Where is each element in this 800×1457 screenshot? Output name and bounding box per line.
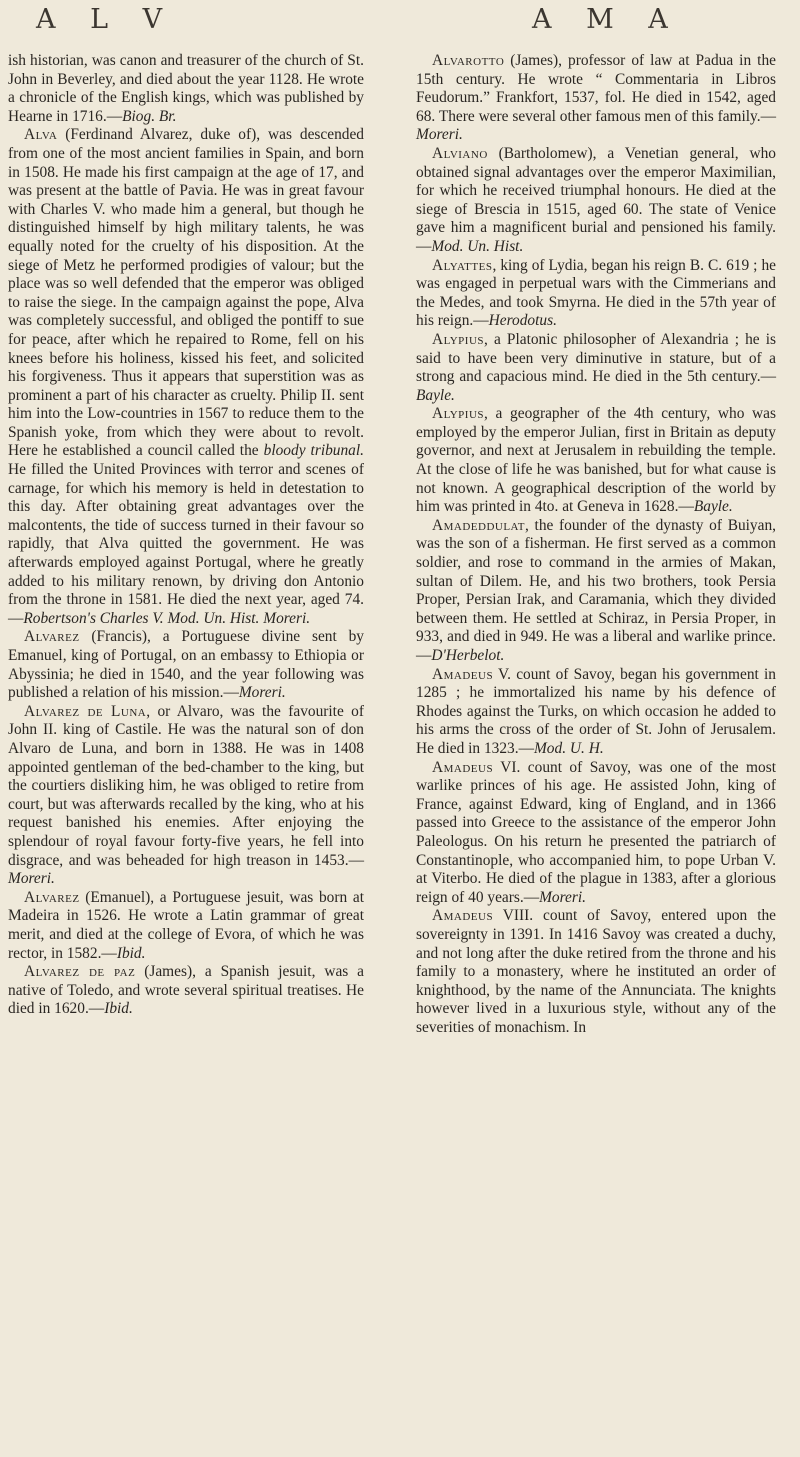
entry-reference: Robertson's Charles V. Mod. Un. Hist. Moreri. xyxy=(23,609,311,627)
entry-text: , king of Lydia, began his reign B. C. 619 ; he was engaged in perpetual wars with the Cimmerians and the Medes, and took Smyrna. He died in the 57th year of his reign.— xyxy=(416,256,776,330)
entry-reference: Herodotus. xyxy=(488,312,557,330)
entry xyxy=(416,907,776,1037)
entry-headword: Alvarotto xyxy=(432,52,505,69)
entry xyxy=(416,666,776,759)
entry xyxy=(416,52,776,145)
entry-text: (James), a Spanish jesuit, was a native of Toledo, and wrote several spiritual treatises. He died in 1620.— xyxy=(8,963,365,1018)
entry-italic-phrase: bloody tribunal. xyxy=(263,442,364,460)
entry-headword: Amadeus xyxy=(432,758,494,776)
entry-headword: Alypius xyxy=(432,405,485,423)
entry xyxy=(8,628,364,702)
entry-headword: Alva xyxy=(24,126,58,144)
entry-text: (Emanuel), a Portuguese jesuit, was born at Madeira in 1526. He wrote a Latin grammar of great merit, and died at the college of Evora, of which he was rector, in 1582.— xyxy=(8,888,364,962)
right-column xyxy=(416,52,776,1037)
entry xyxy=(8,52,364,126)
entry-text: , the founder of the dynasty of Buiyan, was the son of a fisherman. He first served as a common soldier, and rose to command in the armies of Makan, sultan of Dilem. He, and his two brothers, took Persia Proper, Persian Irak, and Caramania, which they divided between them. He settled at Schiraz, in Persia Proper, in 933, and died in 949. He was a liberal and warlike prince.— xyxy=(416,516,776,664)
entry xyxy=(416,331,776,405)
entry-reference: Bayle. xyxy=(416,386,455,404)
entry-reference: Moreri. xyxy=(238,684,286,702)
entry-text: (Francis), a Portuguese divine sent by Emanuel, king of Portugal, on an embassy to Ethiopia or Abyssinia; he died in 1540, and the year following was published a relation of his mission.— xyxy=(8,628,364,702)
left-column xyxy=(8,52,364,1019)
entry-headword: Amadeus xyxy=(432,907,494,925)
entry-text: (James), professor of law at Padua in the 15th century. He wrote “ Commentaria in Libros Feudorum.” Frankfort, 1537, fol. He died in 1542, aged 68. There were several other famous men of this family.— xyxy=(416,52,776,125)
entry xyxy=(416,517,776,666)
entry-text: (Ferdinand Alvarez, duke of), was descended from one of the most ancient families in Spain, and born in 1508. He made his first campaign at the age of 17, and was present at the battle of Pavia. He was in great favour with Charles V. who made him a general, but though he distinguished himself by high military talents, he was equally noted for the cruelty of his disposition. At the siege of Metz he performed prodigies of valour; but the place was so well defended that the emperor was obliged to raise the siege. In the campaign against the pope, Alva was completely successful, and obliged the pontiff to sue for peace, after which he repaired to Rome, fell on his knees before his holiness, kissed his feet, and solicited his forgiveness. Thus it appears that superstition was as prominent a part of his character as cruelty. Philip II. sent him into the Low-countries in 1567 to reduce them to the Spanish yoke, from which they were about to revolt. Here he established a council called the xyxy=(8,126,364,460)
entry-reference: Moreri. xyxy=(539,888,586,906)
entry-headword: Alvarez de paz xyxy=(24,963,136,981)
entry-text: (Bartholomew), a Venetian general, who obtained signal advantages over the emperor Maximilian, for which he received triumphal honours. He died at the siege of Brescia in 1515, aged 60. The state of Venice gave him a magnificent burial and pensioned his family.— xyxy=(416,144,776,255)
running-header xyxy=(0,0,800,44)
entry-headword: Alypius xyxy=(432,330,485,348)
entry-text: V. count of Savoy, began his government in 1285 ; he immortalized his name by his defence of Rhodes against the Turks, on which occasion he added to his arms the cross of the order of St. John of Jerusalem. He died in 1323.— xyxy=(416,665,776,757)
entry-text: ish historian, was canon and treasurer of the church of St. John in Beverley, and died about the year 1128. He wrote a chronicle of the English kings, which was published by Hearne in 1716.— xyxy=(8,52,364,125)
entry-headword: Amadeus xyxy=(432,665,494,683)
entry-headword: Alyattes xyxy=(432,256,493,274)
entry-reference: D'Herbelot. xyxy=(431,647,505,664)
entry xyxy=(416,405,776,517)
entry xyxy=(8,703,364,889)
entry-text: VIII. count of Savoy, entered upon the sovereignty in 1391. In 1416 Savoy was created a duchy, and not long after the duke retired from the throne and his family to a monastery, where he instituted an order of knighthood, by the name of the Annunciata. The knights however lived in a luxurious style, without any of the severities of monachism. In xyxy=(416,907,776,1036)
entry-reference: Bayle. xyxy=(693,498,733,516)
entry xyxy=(416,759,776,908)
entry-headword: Amadeddulat xyxy=(432,516,525,534)
entry xyxy=(8,889,364,963)
entry xyxy=(8,126,364,628)
entry xyxy=(416,145,776,257)
entry-text: VI. count of Savoy, was one of the most warlike princes of his age. He assisted John, king of France, against Edward, king of England, and in 1366 passed into Greece to the assistance of the emperor John Paleologus. On his return he presented the patriarch of Constantinople, who accompanied him, to pope Urban V. at Viterbo. He died of the plague in 1383, after a glorious reign of 40 years.— xyxy=(416,758,776,906)
entry-headword: Alviano xyxy=(432,144,488,162)
entry-reference: Moreri. xyxy=(416,126,463,144)
entry-headword: Alvarez de Luna xyxy=(24,702,147,720)
header-right: A M A xyxy=(532,4,681,35)
entry-text: He filled the United Provinces with terror and scenes of carnage, for which his memory is held in detestation to this day. After obtaining great advantages over the malcontents, the tide of success turned in their favour so rapidly, that Alva quitted the government. He was afterwards employed against Portugal, where he greatly added to his military renown, by driving don Antonio from the throne in 1581. He died the next year, aged 74.— xyxy=(8,461,364,627)
entry-text: , a Platonic philosopher of Alexandria ; he is said to have been very diminutive in stature, but of a strong and capacious mind. He died in the 5th century.— xyxy=(416,330,776,386)
entry-reference: Biog. Br. xyxy=(122,107,177,125)
entry-headword: Alvarez xyxy=(24,888,80,906)
entry xyxy=(416,257,776,331)
entry-reference: Mod. Un. Hist. xyxy=(431,237,524,255)
entry-reference: Mod. U. H. xyxy=(533,739,604,757)
entry-text: , or Alvaro, was the favourite of John II. king of Castile. He was the natural son of don Alvaro de Luna, and born in 1388. He was in 1408 appointed gentleman of the bed-chamber to the king, but the courtiers disliking him, he was obliged to retire from court, but was afterwards recalled by the king, who at his request banished his enemies. After enjoying the splendour of royal favour forty-five years, he fell into disgrace, and was beheaded for high treason in 1453.— xyxy=(8,702,364,869)
entry-text: , a geographer of the 4th century, who was employed by the emperor Julian, first in Britain as deputy governor, and next at Jerusalem in rebuilding the temple. At the close of life he was banished, but for what cause is not known. A geographical description of the world by him was printed in 4to. at Geneva in 1628.— xyxy=(416,405,776,516)
entry-reference: Moreri. xyxy=(8,870,55,888)
entry-headword: Alvarez xyxy=(24,628,80,646)
header-left: A L V xyxy=(36,4,176,35)
entry xyxy=(8,963,364,1019)
entry-reference: Ibid. xyxy=(116,944,146,962)
entry-reference: Ibid. xyxy=(104,1000,133,1018)
